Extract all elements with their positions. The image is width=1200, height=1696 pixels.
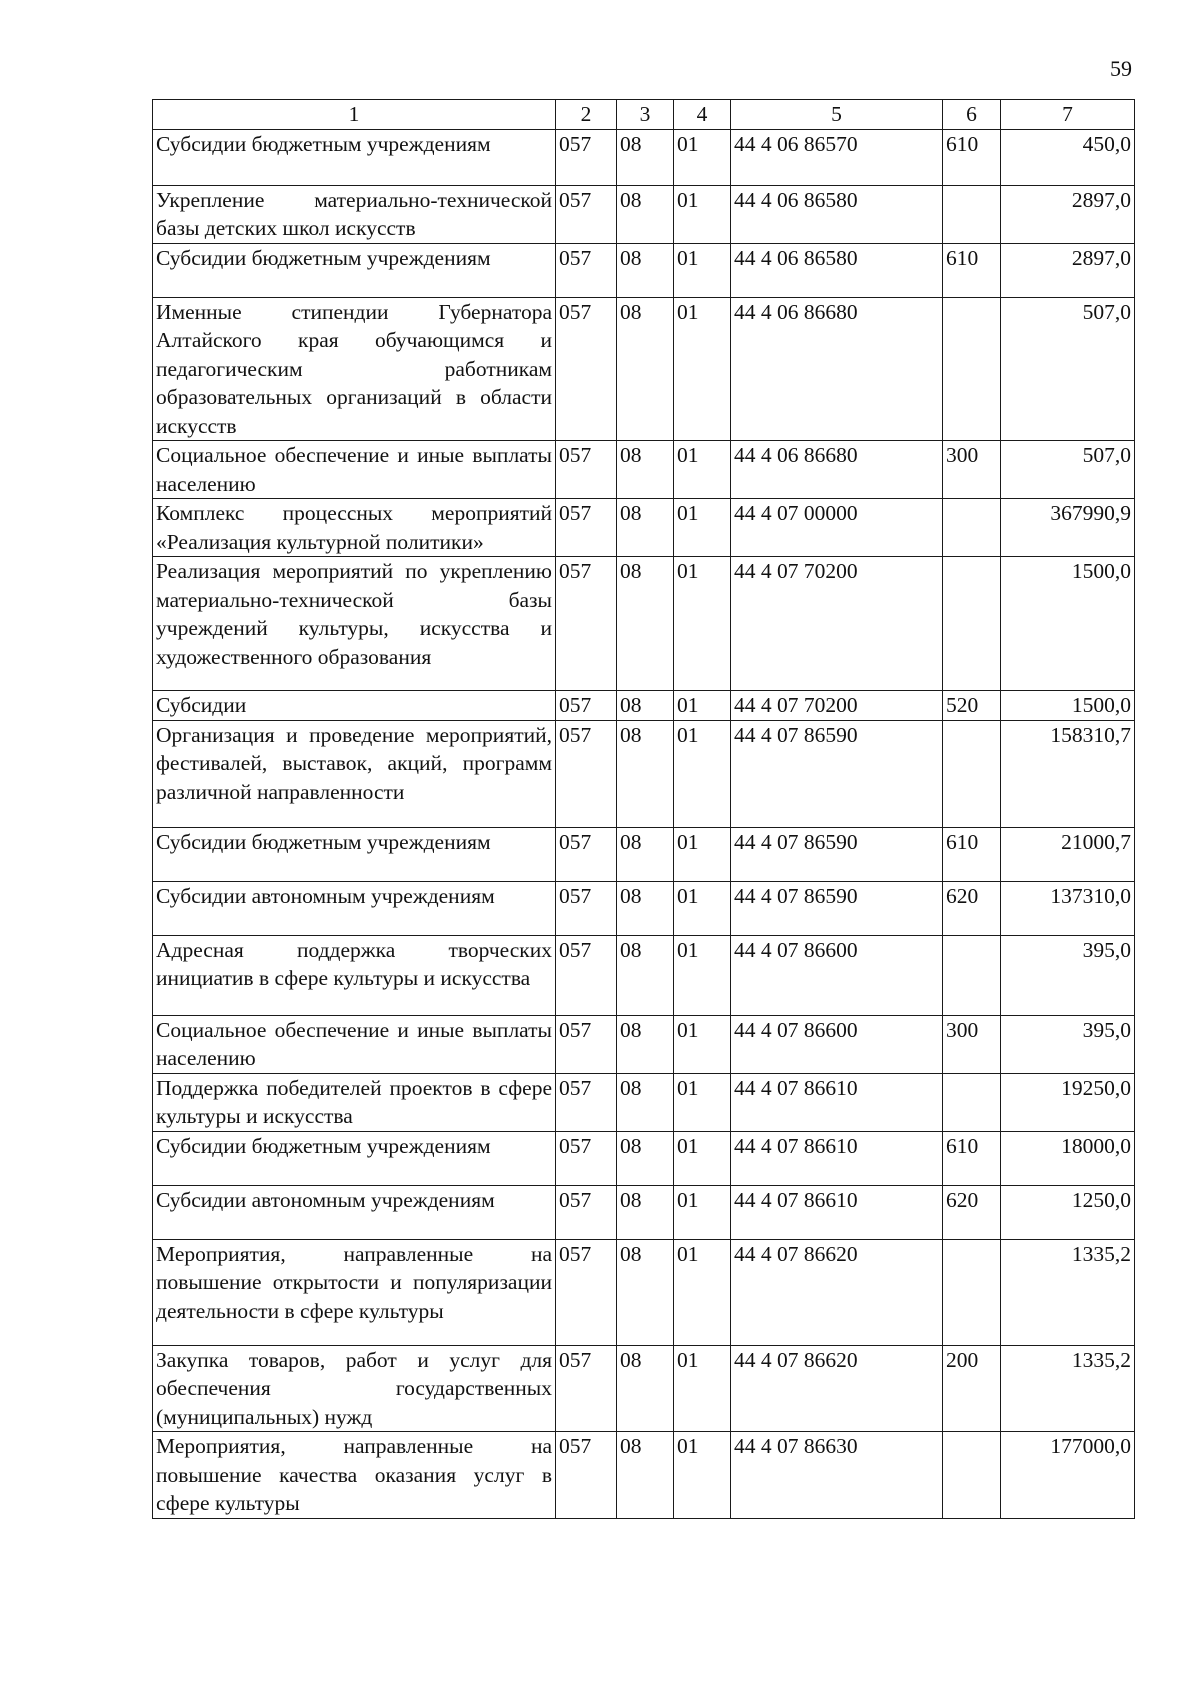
table-row <box>153 881 1135 935</box>
row-code-5: 44 4 07 70200 <box>731 691 943 721</box>
row-name: Реализация мероприятий по укреплению материально-технической базы учреждений культуры, искусства и художественного образования <box>153 557 556 691</box>
row-code-2: 057 <box>556 129 617 185</box>
row-code-6: 620 <box>943 1185 1001 1239</box>
row-code-5: 44 4 06 86580 <box>731 243 943 297</box>
row-code-6 <box>943 1073 1001 1131</box>
row-amount: 1335,2 <box>1001 1345 1135 1432</box>
row-code-5: 44 4 07 86630 <box>731 1432 943 1519</box>
row-code-2: 057 <box>556 1345 617 1432</box>
row-code-6 <box>943 935 1001 1015</box>
row-code-2: 057 <box>556 881 617 935</box>
row-amount: 507,0 <box>1001 297 1135 441</box>
row-code-5: 44 4 06 86680 <box>731 297 943 441</box>
row-code-4: 01 <box>674 1131 731 1185</box>
column-header: 6 <box>943 100 1001 130</box>
row-code-3: 08 <box>617 557 674 691</box>
row-code-5: 44 4 07 86610 <box>731 1185 943 1239</box>
row-code-3: 08 <box>617 720 674 827</box>
row-amount: 1500,0 <box>1001 691 1135 721</box>
row-code-6: 610 <box>943 1131 1001 1185</box>
row-code-4: 01 <box>674 557 731 691</box>
row-code-6: 610 <box>943 129 1001 185</box>
row-code-6 <box>943 185 1001 243</box>
row-code-5: 44 4 06 86680 <box>731 441 943 499</box>
row-code-6 <box>943 297 1001 441</box>
table-row <box>153 243 1135 297</box>
table-row <box>153 1432 1135 1519</box>
column-header: 3 <box>617 100 674 130</box>
row-code-4: 01 <box>674 185 731 243</box>
row-name: Субсидии бюджетным учреждениям <box>153 827 556 881</box>
row-code-6 <box>943 1432 1001 1519</box>
column-header: 5 <box>731 100 943 130</box>
row-name: Мероприятия, направленные на повышение качества оказания услуг в сфере культуры <box>153 1432 556 1519</box>
row-code-2: 057 <box>556 1015 617 1073</box>
row-code-3: 08 <box>617 243 674 297</box>
row-code-4: 01 <box>674 691 731 721</box>
row-code-4: 01 <box>674 827 731 881</box>
row-code-2: 057 <box>556 691 617 721</box>
row-code-5: 44 4 07 86590 <box>731 720 943 827</box>
row-name: Субсидии бюджетным учреждениям <box>153 243 556 297</box>
table-row <box>153 1239 1135 1345</box>
row-code-6: 200 <box>943 1345 1001 1432</box>
row-code-2: 057 <box>556 827 617 881</box>
row-amount: 1500,0 <box>1001 557 1135 691</box>
row-code-5: 44 4 07 86620 <box>731 1345 943 1432</box>
row-code-3: 08 <box>617 691 674 721</box>
row-code-4: 01 <box>674 720 731 827</box>
row-name: Субсидии бюджетным учреждениям <box>153 129 556 185</box>
row-code-4: 01 <box>674 1432 731 1519</box>
row-code-3: 08 <box>617 827 674 881</box>
row-code-3: 08 <box>617 1073 674 1131</box>
table-row <box>153 297 1135 441</box>
row-amount: 137310,0 <box>1001 881 1135 935</box>
row-amount: 395,0 <box>1001 935 1135 1015</box>
row-code-3: 08 <box>617 881 674 935</box>
row-code-5: 44 4 07 86600 <box>731 935 943 1015</box>
row-amount: 2897,0 <box>1001 243 1135 297</box>
table-row <box>153 827 1135 881</box>
row-amount: 21000,7 <box>1001 827 1135 881</box>
row-code-4: 01 <box>674 1073 731 1131</box>
row-code-6: 620 <box>943 881 1001 935</box>
row-name: Организация и проведение мероприятий, фестивалей, выставок, акций, программ различной направленности <box>153 720 556 827</box>
row-code-6: 610 <box>943 827 1001 881</box>
table-row <box>153 185 1135 243</box>
row-code-6 <box>943 720 1001 827</box>
row-code-5: 44 4 07 86610 <box>731 1073 943 1131</box>
row-code-2: 057 <box>556 1432 617 1519</box>
row-code-3: 08 <box>617 441 674 499</box>
row-name: Закупка товаров, работ и услуг для обеспечения государственных (муниципальных) нужд <box>153 1345 556 1432</box>
row-code-3: 08 <box>617 1015 674 1073</box>
row-code-3: 08 <box>617 1432 674 1519</box>
row-code-2: 057 <box>556 185 617 243</box>
row-code-5: 44 4 06 86570 <box>731 129 943 185</box>
column-header: 7 <box>1001 100 1135 130</box>
row-code-5: 44 4 07 86600 <box>731 1015 943 1073</box>
row-amount: 450,0 <box>1001 129 1135 185</box>
row-code-5: 44 4 07 86590 <box>731 881 943 935</box>
table-body <box>153 129 1135 1518</box>
row-code-2: 057 <box>556 243 617 297</box>
table-row <box>153 720 1135 827</box>
row-name: Субсидии автономным учреждениям <box>153 881 556 935</box>
table-row <box>153 1015 1135 1073</box>
row-name: Субсидии <box>153 691 556 721</box>
row-code-4: 01 <box>674 297 731 441</box>
row-amount: 395,0 <box>1001 1015 1135 1073</box>
row-code-4: 01 <box>674 499 731 557</box>
row-name: Субсидии автономным учреждениям <box>153 1185 556 1239</box>
row-amount: 507,0 <box>1001 441 1135 499</box>
row-code-4: 01 <box>674 1185 731 1239</box>
row-name: Укрепление материально-технической базы детских школ искусств <box>153 185 556 243</box>
row-code-6 <box>943 557 1001 691</box>
table-row <box>153 1131 1135 1185</box>
row-code-2: 057 <box>556 441 617 499</box>
row-code-2: 057 <box>556 720 617 827</box>
row-code-4: 01 <box>674 1345 731 1432</box>
table-row <box>153 1345 1135 1432</box>
row-code-3: 08 <box>617 129 674 185</box>
row-amount: 1250,0 <box>1001 1185 1135 1239</box>
row-name: Поддержка победителей проектов в сфере культуры и искусства <box>153 1073 556 1131</box>
row-code-3: 08 <box>617 185 674 243</box>
table-row <box>153 935 1135 1015</box>
row-code-4: 01 <box>674 441 731 499</box>
row-code-5: 44 4 07 70200 <box>731 557 943 691</box>
column-header: 1 <box>153 100 556 130</box>
row-code-2: 057 <box>556 297 617 441</box>
row-code-3: 08 <box>617 935 674 1015</box>
row-code-5: 44 4 07 00000 <box>731 499 943 557</box>
row-amount: 18000,0 <box>1001 1131 1135 1185</box>
row-code-4: 01 <box>674 1239 731 1345</box>
row-code-4: 01 <box>674 243 731 297</box>
row-code-6: 520 <box>943 691 1001 721</box>
column-header: 4 <box>674 100 731 130</box>
budget-table <box>152 99 1135 1519</box>
row-code-6: 300 <box>943 441 1001 499</box>
row-code-5: 44 4 07 86620 <box>731 1239 943 1345</box>
row-code-2: 057 <box>556 499 617 557</box>
table-row <box>153 557 1135 691</box>
row-code-2: 057 <box>556 1073 617 1131</box>
row-amount: 158310,7 <box>1001 720 1135 827</box>
row-code-4: 01 <box>674 935 731 1015</box>
row-code-5: 44 4 06 86580 <box>731 185 943 243</box>
row-code-3: 08 <box>617 297 674 441</box>
row-name: Социальное обеспечение и иные выплаты населению <box>153 441 556 499</box>
row-code-2: 057 <box>556 557 617 691</box>
row-code-5: 44 4 07 86610 <box>731 1131 943 1185</box>
row-code-3: 08 <box>617 1131 674 1185</box>
row-code-6 <box>943 1239 1001 1345</box>
row-code-3: 08 <box>617 1345 674 1432</box>
table-row <box>153 1185 1135 1239</box>
row-amount: 367990,9 <box>1001 499 1135 557</box>
row-name: Комплекс процессных мероприятий «Реализация культурной политики» <box>153 499 556 557</box>
row-code-2: 057 <box>556 1131 617 1185</box>
row-code-5: 44 4 07 86590 <box>731 827 943 881</box>
table-row <box>153 441 1135 499</box>
row-code-3: 08 <box>617 1239 674 1345</box>
row-amount: 2897,0 <box>1001 185 1135 243</box>
row-code-4: 01 <box>674 129 731 185</box>
row-name: Именные стипендии Губернатора Алтайского края обучающимся и педагогическим работникам образовательных организаций в области искусств <box>153 297 556 441</box>
row-code-2: 057 <box>556 1185 617 1239</box>
row-amount: 177000,0 <box>1001 1432 1135 1519</box>
column-header: 2 <box>556 100 617 130</box>
row-code-2: 057 <box>556 1239 617 1345</box>
row-code-3: 08 <box>617 1185 674 1239</box>
table-row <box>153 1073 1135 1131</box>
row-name: Субсидии бюджетным учреждениям <box>153 1131 556 1185</box>
table-row <box>153 499 1135 557</box>
row-code-2: 057 <box>556 935 617 1015</box>
row-code-6: 300 <box>943 1015 1001 1073</box>
table-row <box>153 129 1135 185</box>
row-amount: 19250,0 <box>1001 1073 1135 1131</box>
table-row <box>153 691 1135 721</box>
row-code-6 <box>943 499 1001 557</box>
row-code-4: 01 <box>674 1015 731 1073</box>
row-amount: 1335,2 <box>1001 1239 1135 1345</box>
row-code-4: 01 <box>674 881 731 935</box>
row-code-3: 08 <box>617 499 674 557</box>
row-name: Адресная поддержка творческих инициатив в сфере культуры и искусства <box>153 935 556 1015</box>
page-number: 59 <box>1110 56 1132 81</box>
header-row <box>153 100 1135 130</box>
row-code-6: 610 <box>943 243 1001 297</box>
row-name: Мероприятия, направленные на повышение открытости и популяризации деятельности в сфере культуры <box>153 1239 556 1345</box>
row-name: Социальное обеспечение и иные выплаты населению <box>153 1015 556 1073</box>
